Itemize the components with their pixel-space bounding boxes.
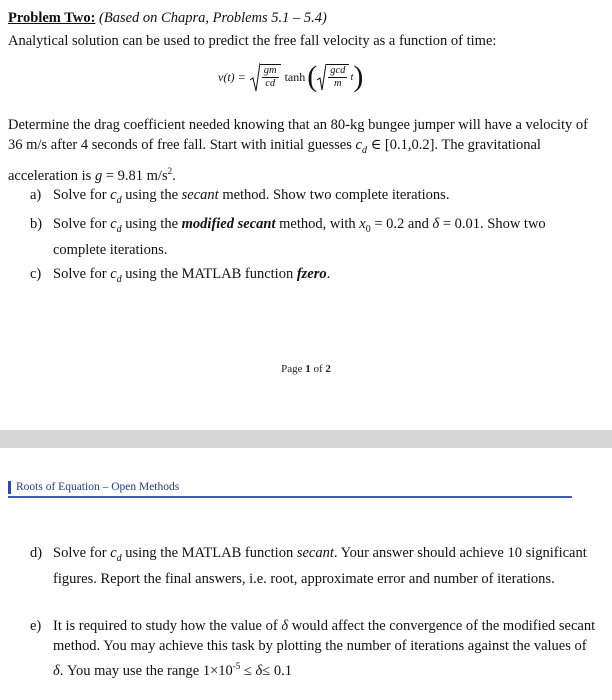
- function-secant: secant: [296, 545, 334, 561]
- inner-numerator: gcd: [330, 65, 346, 76]
- item-label-d: d): [30, 545, 43, 561]
- problem-title: Problem Two:: [8, 10, 96, 26]
- tanh-function: tanh: [284, 69, 306, 84]
- page-separator: [0, 430, 612, 448]
- item-label-c: c): [30, 266, 42, 282]
- item-label-b: b): [30, 216, 43, 232]
- intro-text: Analytical solution can be used to predict the free fall velocity as a function of time:: [8, 33, 497, 49]
- inner-sqrt-term: [317, 63, 349, 91]
- list-item-a: a) Solve for $c_d$ using the secant method. Show two complete iterations.: [30, 185, 600, 211]
- list-item-d: d) Solve for $c_d$ using the MATLAB function secant. Your answer should achieve 10 significant figures. Report the final answers, i.e. root, approximate error and number of iterations.: [30, 545, 587, 587]
- list-item-b: b) Solve for $c_d$ using the modified secant method, with $x_0 = 0.2$ and δ = 0.01. Show two complete iterations.: [30, 216, 546, 258]
- list-item-c: c) Solve for $c_d$ using the MATLAB function fzero.: [30, 264, 600, 290]
- item-label-a: a): [30, 187, 42, 203]
- inner-radical-sign-icon: [317, 63, 326, 91]
- inner-denominator: m: [334, 78, 342, 89]
- time-variable: t: [350, 71, 354, 83]
- total-page-number: 2: [325, 363, 331, 375]
- sqrt-term: [250, 62, 281, 92]
- item-label-e: e): [30, 618, 42, 634]
- list-item-e: e) It is required to study how the value of δ would affect the convergence of the modified secant method. You may achieve this task by plotting the number of iterations against the values of δ. You may use the range $1\times 10^{-5} \le \delta\le 0.1$: [30, 618, 596, 679]
- sqrt-numerator: gm: [263, 65, 277, 76]
- page-2: [0, 448, 612, 700]
- section-divider: [8, 496, 572, 498]
- right-paren: ): [353, 60, 364, 93]
- function-fzero: fzero: [296, 266, 327, 282]
- velocity-formula: [218, 62, 363, 92]
- section-header: Roots of Equation – Open Methods: [8, 481, 179, 494]
- radical-sign-icon: [250, 62, 260, 92]
- method-modified-secant: modified secant: [181, 216, 276, 232]
- problem-source: (Based on Chapra, Problems 5.1 – 5.4): [95, 10, 327, 26]
- page-footer: Page 1 of 2: [281, 363, 331, 375]
- sqrt-denominator: cd: [265, 78, 276, 89]
- problem-statement: Determine the drag coefficient needed knowing that an 80-kg bungee jumper will have a velocity of 36 m/s after 4 seconds of free fall. Start with initial guesses $c_d$ ∈ [0.1,0.2]. The gravitational acceleration is g = 9.81 $m/s^2$.: [8, 117, 588, 184]
- formula-lhs: v(t) =: [218, 69, 246, 84]
- current-page-number: 1: [305, 363, 311, 375]
- method-secant: secant: [181, 187, 219, 203]
- left-paren: (: [307, 60, 318, 93]
- problem-heading: [8, 10, 327, 27]
